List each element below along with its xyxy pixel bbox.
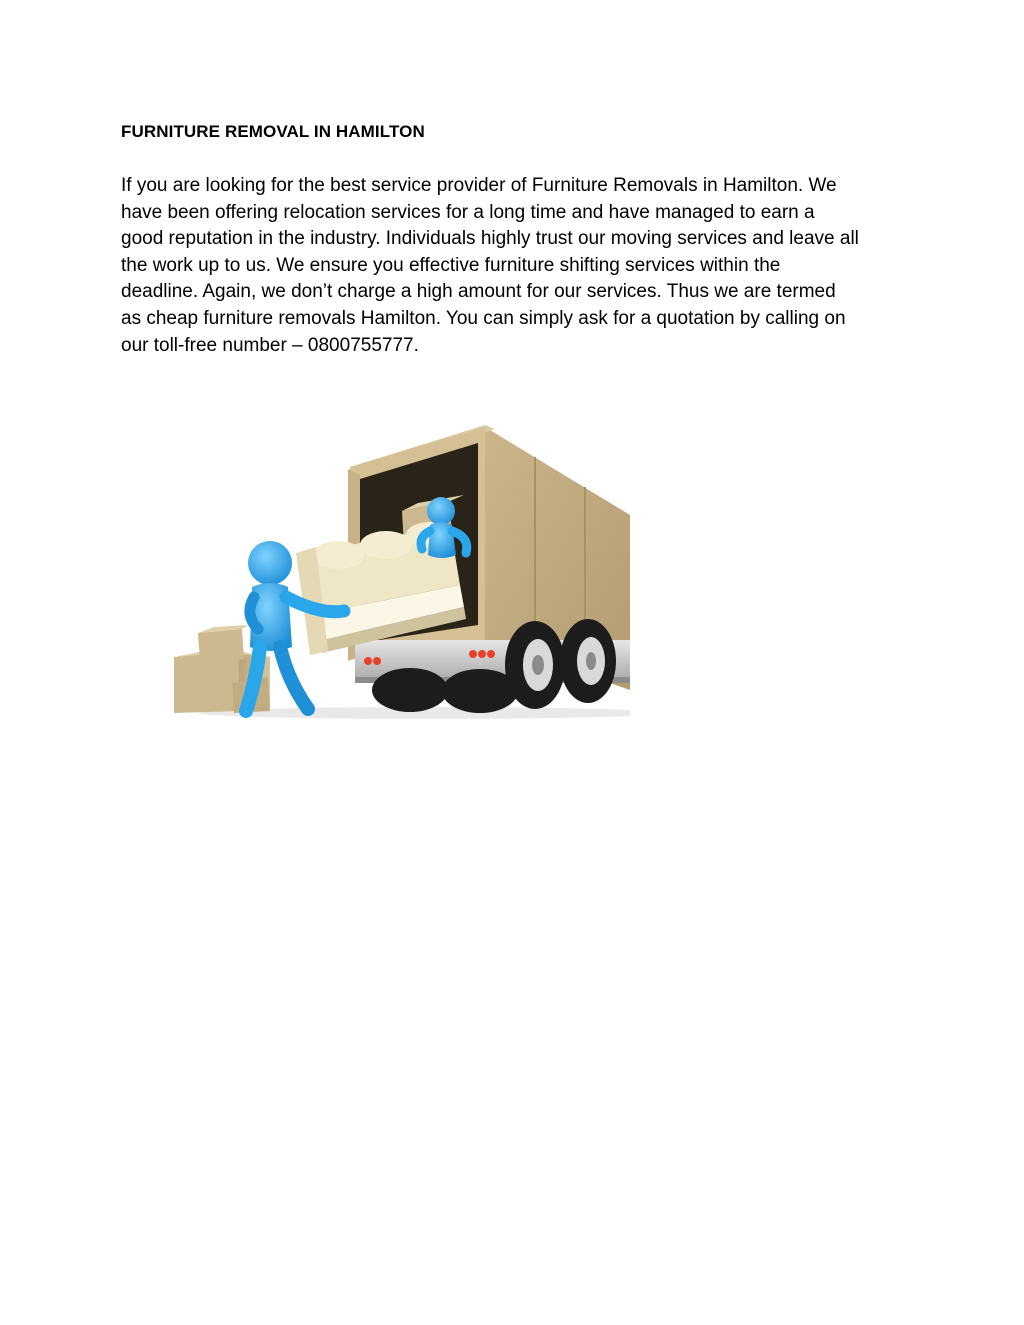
- page-title: FURNITURE REMOVAL IN HAMILTON: [121, 122, 425, 141]
- paragraph-line: have been offering relocation services for a long time and have managed to earn a: [121, 201, 815, 223]
- paragraph-line: good reputation in the industry. Individuals highly trust our moving services and leave all: [121, 228, 859, 250]
- paragraph-line: the work up to us. We ensure you effective furniture shifting services within the: [121, 254, 781, 276]
- tail-light: [487, 650, 495, 658]
- tail-light: [373, 657, 381, 665]
- tail-light: [469, 650, 477, 658]
- paragraph-line: our toll-free number – 0800755777.: [121, 334, 419, 356]
- paragraph-line: If you are looking for the best service provider of Furniture Removals in Hamilton. We: [121, 175, 837, 196]
- tail-light: [364, 657, 372, 665]
- moving-truck-icon: [160, 415, 630, 725]
- tail-light: [478, 650, 486, 658]
- moving-truck-illustration: [160, 415, 630, 725]
- paragraph-line: as cheap furniture removals Hamilton. You can simply ask for a quotation by calling on: [121, 307, 846, 329]
- body-paragraph: [121, 173, 921, 359]
- paragraph-line: deadline. Again, we don’t charge a high amount for our services. Thus we are termed: [121, 281, 836, 303]
